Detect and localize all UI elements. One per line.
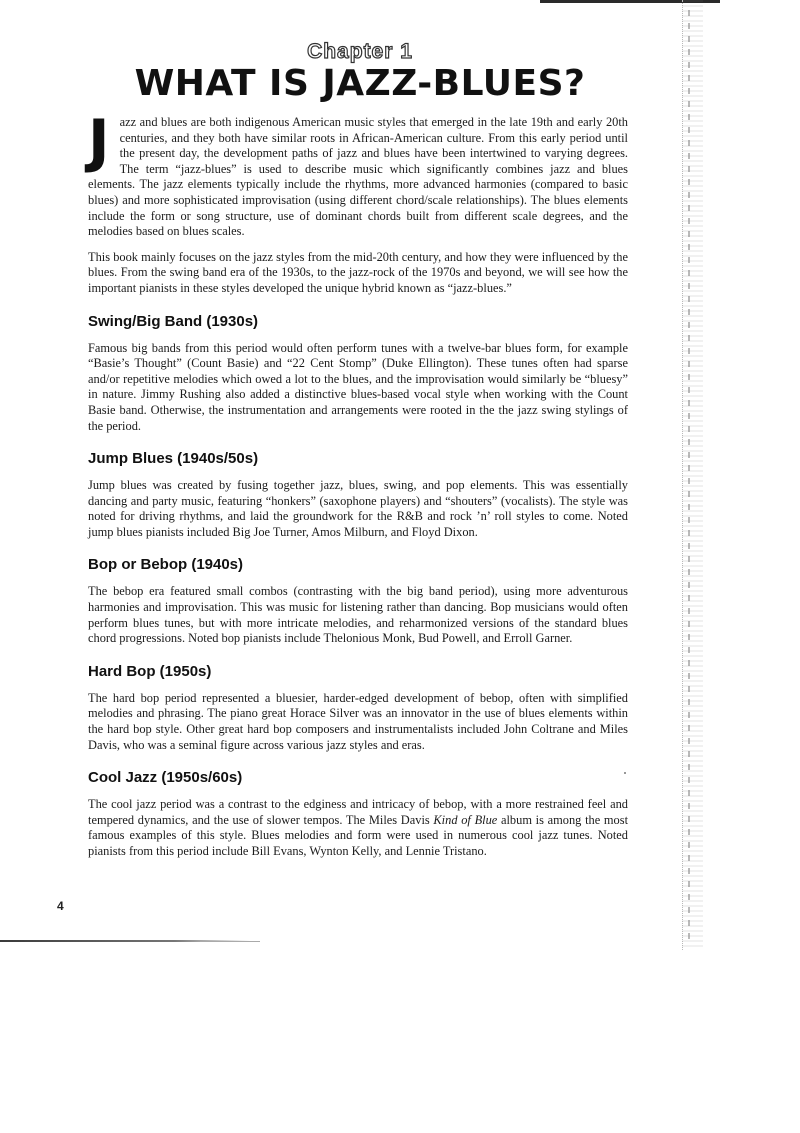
section-heading-hard-bop: Hard Bop (1950s) bbox=[88, 662, 212, 680]
section-heading-cool-jazz: Cool Jazz (1950s/60s) bbox=[88, 769, 243, 787]
page-content bbox=[88, 107, 629, 870]
page-number: 4 bbox=[57, 899, 64, 913]
section-heading-jump-blues: Jump Blues (1940s/50s) bbox=[88, 450, 259, 468]
section-body-swing: Famous big bands from this period would often perform tunes with a twelve-bar blues form, for example “Basie’s Thought” (Count Basie) and “22 Cent Stomp” (Duke Ellington). These tunes often had sparse and/or repetitive melodies which owed a lot to the blues, and the improvisation would similarly be “bluesy” in nature. Jimmy Rushing also added a distinctive blues-based vocal style when working with the Count Basie band. Otherwise, the instrumentation and arrangements were rooted in the the jazz swing stylings of the period. bbox=[88, 340, 628, 433]
section-body-cool-jazz bbox=[88, 797, 628, 859]
section-heading-bebop: Bop or Bebop (1940s) bbox=[88, 556, 244, 574]
chapter-title: WHAT IS JAZZ-BLUES? bbox=[134, 63, 586, 104]
section-body-cool-jazz-part-1: The cool jazz period was a contrast to the edginess and intricacy of bebop, with a more restrained feel and tempered dynamics, and the use of slower tempos. The Miles Davis bbox=[88, 797, 628, 827]
intro-paragraph-2: This book mainly focuses on the jazz styles from the mid-20th century, and how they were influenced by the blues. From the swing band era of the 1930s, to the jazz-rock of the 1970s and beyond, we will see how the important pianists in these styles developed the unique hybrid known as “jazz-blues.” bbox=[88, 249, 628, 295]
album-title: Kind of Blue bbox=[433, 812, 498, 827]
chapter-label: Chapter 1 bbox=[307, 40, 413, 63]
intro-paragraph-1 bbox=[88, 107, 628, 240]
drop-cap: J bbox=[88, 107, 110, 175]
section-heading-swing: Swing/Big Band (1930s) bbox=[88, 312, 259, 330]
section-body-bebop: The bebop era featured small combos (contrasting with the big band period), using more adventurous harmonies and improvisation. This was music for listening rather than dancing. Bop musicians would often perform blues tunes, but with more intricate melodies, and reharmonized versions of the standard blues chord progressions. Noted bop pianists include Thelonious Monk, Bud Powell, and Erroll Garner. bbox=[88, 584, 628, 646]
scan-edge-bottom-faint bbox=[200, 941, 260, 942]
section-body-jump-blues: Jump blues was created by fusing together jazz, blues, swing, and pop elements. This was essentially dancing and party music, featuring “honkers” (saxophone players) and “shouters” (vocalists). The style was noted for driving rhythms, and laid the groundwork for the R&B and rock ’n’ roll styles to come. Noted jump blues pianists included Big Joe Turner, Amos Milburn, and Floyd Dixon. bbox=[88, 478, 628, 539]
intro-paragraph-1-text: azz and blues are both indigenous American music styles that emerged in the late 19th and early 20th centuries, and they both have similar roots in African-American culture. From this early period until the present day, the development paths of jazz and blues have been intertwined to varying degrees. The term “jazz-blues” is used to describe music which significantly combines jazz and blues elements. The jazz elements typically include the rhythms, more advanced harmonies (compared to basic blues) and more sophisticated improvisation (using different chord/scale relationships). The blues elements include the form or song structure, use of dominant chords built from different scale degrees, and the melodies based on blues scales. bbox=[88, 115, 628, 239]
scan-edge-right bbox=[682, 0, 703, 950]
section-body-hard-bop: The hard bop period represented a bluesier, harder-edged development of bebop, often with simplified melodies and phrasing. The piano great Horace Silver was an innovator in the use of blues elements within the hard bop style. Other great hard bop composers and instrumentalists included John Coltrane and Miles Davis, who was a seminal figure across various jazz styles and eras. bbox=[88, 690, 628, 752]
scan-edge-right-shadow bbox=[688, 10, 690, 945]
section-body-cool-jazz-part-2: album is among the most famous examples of this style. Blues melodies and form were used in numerous cool jazz tunes. Noted pianists from this period include Bill Evans, Wynton Kelly, and Lennie Tristano. bbox=[88, 812, 629, 858]
